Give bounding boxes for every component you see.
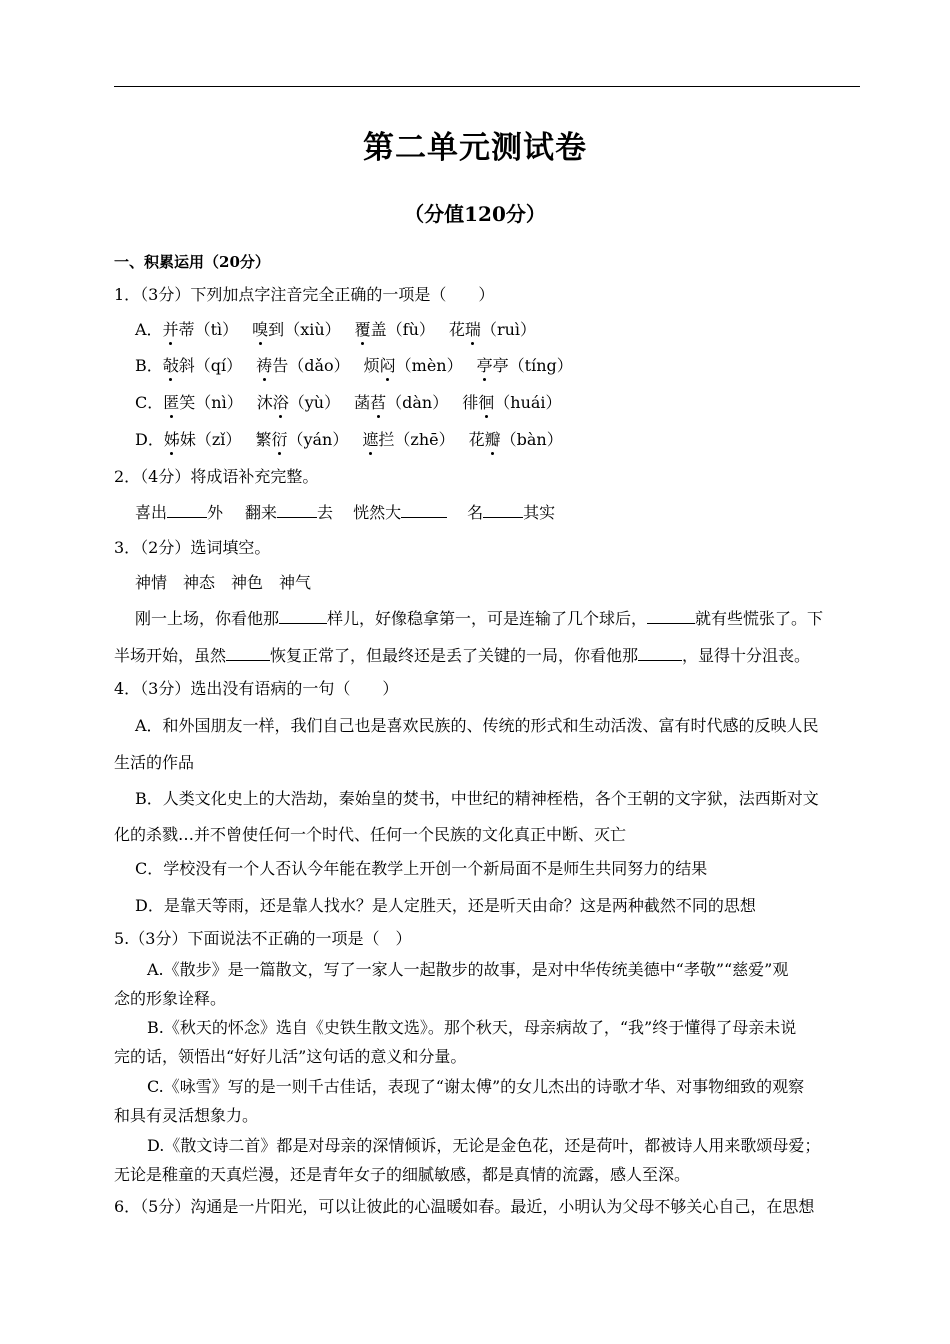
pinyin-text: （yù） bbox=[288, 393, 341, 412]
question-4-option-d[interactable]: D．是靠天等雨，还是靠人找水？是人定胜天，还是听天由命？这是两种截然不同的思想 bbox=[135, 896, 756, 915]
idiom-4-prefix: 名 bbox=[467, 503, 484, 522]
question-2-stem: 2．（4分）将成语补充完整。 bbox=[114, 467, 319, 486]
pinyin-text: 徘 bbox=[462, 393, 479, 412]
pinyin-item bbox=[163, 356, 242, 376]
question-4-option-a-cont: 生活的作品 bbox=[114, 753, 195, 772]
idiom-2-blank[interactable] bbox=[277, 503, 317, 518]
option-label: C． bbox=[135, 393, 164, 412]
dotted-character: 覆 bbox=[354, 320, 371, 339]
question-1-option-c[interactable] bbox=[135, 393, 576, 413]
q3-text: 刚一上场，你看他那 bbox=[135, 609, 280, 628]
question-6-stem: 6．（5分）沟通是一片阳光，可以让彼此的心温暖如春。最近，小明认为父母不够关心自己，在思想 bbox=[114, 1197, 815, 1216]
question-3-line-2 bbox=[114, 646, 810, 666]
pinyin-text: 拦 bbox=[378, 430, 395, 449]
question-4-option-b[interactable]: B．人类文化史上的大浩劫，秦始皇的焚书，中世纪的精神桎梏，各个王朝的文字狱，法西斯对文 bbox=[135, 789, 819, 808]
question-3-stem: 3．（2分）选词填空。 bbox=[114, 538, 271, 557]
question-1-stem: 1．（3分）下列加点字注音完全正确的一项是（ ） bbox=[114, 285, 495, 304]
dotted-character: 浴 bbox=[272, 393, 289, 412]
dotted-character: 闷 bbox=[379, 356, 396, 375]
pinyin-text: 亭 bbox=[492, 356, 509, 375]
pinyin-text: （tíng） bbox=[508, 356, 573, 375]
pinyin-text: 沐 bbox=[256, 393, 273, 412]
pinyin-text: （bàn） bbox=[500, 430, 563, 449]
question-5-stem: 5.（3分）下面说法不正确的一项是（ ） bbox=[114, 929, 412, 948]
pinyin-text: （fù） bbox=[386, 320, 435, 339]
pinyin-text: （zǐ） bbox=[195, 430, 242, 449]
pinyin-item bbox=[462, 393, 561, 413]
idiom-3-prefix: 恍然大 bbox=[353, 503, 402, 522]
pinyin-item bbox=[255, 430, 348, 450]
pinyin-text: 妹 bbox=[179, 430, 196, 449]
pinyin-text: （tì） bbox=[194, 320, 239, 339]
dotted-character: 瓣 bbox=[484, 430, 501, 449]
question-5-option-b[interactable]: B.《秋天的怀念》选自《史铁生散文选》。那个秋天，母亲病故了，“我”终于懂得了母亲未说 bbox=[147, 1018, 797, 1037]
question-5-option-c[interactable]: C.《咏雪》写的是一则千古佳话，表现了“谢太傅”的女儿杰出的诗歌才华、对事物细致的观察 bbox=[147, 1077, 805, 1096]
question-3-word-bank: 神情 神态 神色 神气 bbox=[135, 573, 312, 592]
pinyin-text: （ruì） bbox=[480, 320, 537, 339]
q3-text: ，显得十分沮丧。 bbox=[682, 646, 811, 665]
dotted-character: 姊 bbox=[163, 430, 180, 449]
question-3-line-1 bbox=[135, 609, 823, 629]
page-title: 第二单元测试卷 bbox=[363, 130, 587, 166]
q3-text: 恢复正常了，但最终还是丢了关键的一局，你看他那 bbox=[270, 646, 639, 665]
idiom-1-blank[interactable] bbox=[167, 503, 207, 518]
dotted-character: 徊 bbox=[478, 393, 495, 412]
question-1-option-b[interactable] bbox=[135, 356, 587, 376]
pinyin-text: （xiù） bbox=[284, 320, 341, 339]
question-4-stem: 4．（3分）选出没有语病的一句（ ） bbox=[114, 679, 399, 698]
pinyin-text: （nì） bbox=[195, 393, 243, 412]
q3-text: 就有些慌张了。下 bbox=[695, 609, 824, 628]
dotted-character: 遮 bbox=[362, 430, 379, 449]
pinyin-text: 花 bbox=[468, 430, 485, 449]
q3-text: 样儿，好像稳拿第一，可是连输了几个球后， bbox=[327, 609, 648, 628]
pinyin-item bbox=[163, 393, 242, 413]
pinyin-text: 菡 bbox=[354, 393, 371, 412]
q3-text: 半场开始，虽然 bbox=[114, 646, 227, 665]
question-5-option-c-cont: 和具有灵活想象力。 bbox=[114, 1106, 259, 1125]
option-label: A． bbox=[135, 320, 163, 339]
dotted-character: 瑞 bbox=[464, 320, 481, 339]
pinyin-item bbox=[449, 320, 536, 340]
page-subtitle: （分值120分） bbox=[404, 202, 546, 226]
pinyin-item bbox=[355, 320, 435, 340]
pinyin-item bbox=[164, 430, 242, 450]
option-label: B． bbox=[135, 356, 163, 375]
pinyin-item bbox=[354, 393, 448, 413]
question-4-option-c[interactable]: C．学校没有一个人否认今年能在教学上开创一个新局面不是师生共同努力的结果 bbox=[135, 859, 708, 878]
pinyin-text: （qí） bbox=[194, 356, 243, 375]
question-4-option-a[interactable]: A．和外国朋友一样，我们自己也是喜欢民族的、传统的形式和生动活泼、富有时代感的反映人民 bbox=[135, 716, 819, 735]
pinyin-item bbox=[477, 356, 573, 376]
section-heading: 一、积累运用（20分） bbox=[114, 253, 270, 271]
q3-blank-2[interactable] bbox=[647, 609, 695, 624]
pinyin-text: 笑 bbox=[179, 393, 196, 412]
pinyin-item bbox=[469, 430, 563, 450]
pinyin-text: 蒂 bbox=[178, 320, 195, 339]
pinyin-item bbox=[362, 430, 454, 450]
idiom-2-suffix: 去 bbox=[317, 503, 334, 522]
pinyin-text: （yán） bbox=[287, 430, 349, 449]
dotted-character: 祷 bbox=[256, 356, 273, 375]
question-5-option-d-cont: 无论是稚童的天真烂漫，还是青年女子的细腻敏感，都是真情的流露，感人至深。 bbox=[114, 1165, 691, 1184]
pinyin-text: 烦 bbox=[363, 356, 380, 375]
q3-blank-4[interactable] bbox=[638, 646, 682, 661]
idiom-4-blank[interactable] bbox=[483, 503, 523, 518]
pinyin-text: 斜 bbox=[178, 356, 195, 375]
dotted-character: 敧 bbox=[162, 356, 179, 375]
dotted-character: 并 bbox=[162, 320, 179, 339]
question-1-option-d[interactable] bbox=[135, 430, 577, 450]
dotted-character: 衍 bbox=[271, 430, 288, 449]
pinyin-item bbox=[257, 393, 340, 413]
dotted-character: 匿 bbox=[163, 393, 180, 412]
idiom-1-prefix: 喜出 bbox=[135, 503, 168, 522]
dotted-character: 萏 bbox=[370, 393, 387, 412]
dotted-character: 嗅 bbox=[252, 320, 269, 339]
q3-blank-1[interactable] bbox=[279, 609, 327, 624]
question-1-option-a[interactable] bbox=[135, 320, 550, 340]
pinyin-text: （dàn） bbox=[386, 393, 449, 412]
header-rule bbox=[114, 86, 860, 87]
idiom-1-suffix: 外 bbox=[207, 503, 224, 522]
pinyin-text: 花 bbox=[448, 320, 465, 339]
pinyin-item bbox=[364, 356, 463, 376]
pinyin-text: （huái） bbox=[494, 393, 562, 412]
idiom-3-blank[interactable] bbox=[401, 503, 447, 518]
pinyin-item bbox=[256, 356, 349, 376]
idiom-4-suffix: 其实 bbox=[523, 503, 556, 522]
pinyin-text: （zhē） bbox=[394, 430, 455, 449]
pinyin-item bbox=[163, 320, 239, 340]
pinyin-item bbox=[252, 320, 340, 340]
idiom-2-prefix: 翻来 bbox=[245, 503, 278, 522]
question-5-option-a[interactable]: A.《散步》是一篇散文，写了一家人一起散步的故事，是对中华传统美德中“孝敬”“慈爱”观 bbox=[147, 960, 789, 979]
question-2-idioms bbox=[135, 503, 555, 523]
pinyin-text: （mèn） bbox=[395, 356, 463, 375]
question-5-option-d[interactable]: D.《散文诗二首》都是对母亲的深情倾诉，无论是金色花，还是荷叶，都被诗人用来歌颂母爱； bbox=[147, 1136, 821, 1155]
question-4-option-b-cont: 化的杀戮…并不曾使任何一个时代、任何一个民族的文化真正中断、灭亡 bbox=[114, 825, 627, 844]
q3-blank-3[interactable] bbox=[226, 646, 270, 661]
pinyin-text: 繁 bbox=[255, 430, 272, 449]
pinyin-text: 到 bbox=[268, 320, 285, 339]
question-5-option-a-cont: 念的形象诠释。 bbox=[114, 989, 227, 1008]
question-5-option-b-cont: 完的话，领悟出“好好儿活”这句话的意义和分量。 bbox=[114, 1047, 467, 1066]
pinyin-text: 盖 bbox=[370, 320, 387, 339]
pinyin-text: 告 bbox=[272, 356, 289, 375]
pinyin-text: （dǎo） bbox=[288, 356, 350, 375]
option-label: D． bbox=[135, 430, 164, 449]
dotted-character: 亭 bbox=[476, 356, 493, 375]
